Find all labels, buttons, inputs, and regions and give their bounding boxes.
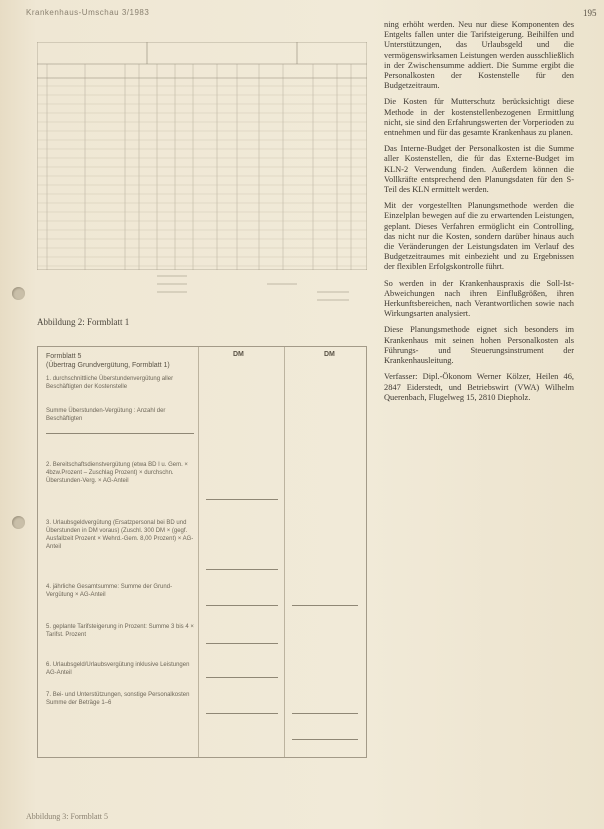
entry-line	[292, 739, 358, 740]
article-body	[384, 20, 574, 409]
form-item: 7. Bei- und Unterstützungen, sonstige Personalkosten Summe der Beträge 1–6	[46, 692, 190, 706]
paragraph: Diese Planungsmethode eignet sich besonders im Krankenhaus mit seinen hohen Personalkosten als Führungs- und Steuerungsinstrument der Krankenhausleitung.	[384, 325, 574, 366]
entry-line	[292, 605, 358, 606]
figure-caption-2: Abbildung 3: Formblatt 5	[26, 812, 108, 821]
running-head: Krankenhaus-Umschau 3/1983	[26, 8, 150, 17]
entry-line	[292, 713, 358, 714]
form-item: 1. durchschnittliche Überstundenvergütung aller Beschäftigten der Kostenstelle	[46, 376, 174, 390]
paragraph: Das Interne-Budget der Personalkosten ist die Summe aller Kostenstellen, die für das Externe-Budget im KLN-2 Verwendung finden. Außerdem können die Vollkräfte entsprechend den Planungsdaten für den S-Teil des KLN ermittelt werden.	[384, 144, 574, 195]
author-note: Verfasser: Dipl.-Ökonom Werner Kölzer, Heilen 46, 2847 Eiderstedt, und Betriebswirt (VWA) Wilhelm Querenbach, Flugelweg 15, 2810 Diepholz.	[384, 372, 574, 402]
column-divider	[284, 347, 285, 757]
entry-line	[46, 433, 194, 434]
punch-hole	[12, 287, 25, 300]
form-item: 4. jährliche Gesamtsumme: Summe der Grund-Vergütung × AG-Anteil	[46, 584, 173, 598]
form-item: 3. Urlaubsgeldvergütung (Ersatzpersonal bei BD und Überstunden in DM voraus) (Zuschl. 300 DM × (gegf. Ausfallzeit Prozent × Wehrd.-Gem. 8,00 Prozent) × AG-Anteil	[46, 520, 194, 550]
form-grid-lines	[37, 42, 367, 270]
form-item: 5. geplante Tarifsteigerung in Prozent: Summe 3 bis 4 × Tarifst. Prozent	[46, 624, 194, 638]
formblatt-1-totals	[37, 272, 367, 306]
form-item: 2. Bereitschaftsdienstvergütung (etwa BD I u. Gem. × 4bzw.Prozent – Zuschlag Prozent) × durchschn. Überstunden-Verg. × AG-Anteil	[46, 462, 188, 484]
paragraph: Mit der vorgestellten Planungsmethode werden die Einzelplan bewegen auf die zu erwartenden Leistungen, geplant. Dieses Verfahren ermöglicht ein Controlling, das nicht nur die Kosten, sondern darüber hinaus auch die Veränderungen der Leistungsdaten im Verlauf des Budgetzeitraumes mit einbezieht und zu Ergebnissen der flexiblen Erfolgskontrolle führt.	[384, 201, 574, 272]
punch-hole	[12, 516, 25, 529]
entry-line	[206, 499, 278, 500]
paragraph: So werden in der Krankenhauspraxis die Soll-Ist-Abweichungen nach ihren Einflußgrößen, ihren Herkunftsbereichen, nach Verantwortlichen sowie nach Wirkungsarten analysiert.	[384, 278, 574, 319]
column-divider	[198, 347, 199, 757]
column-header-dm-2: DM	[324, 351, 335, 358]
page-number: 195	[583, 8, 597, 18]
entry-line	[206, 677, 278, 678]
figure-caption-1: Abbildung 2: Formblatt 1	[37, 317, 130, 327]
paragraph: Die Kosten für Mutterschutz berücksichtigt diese Methode in der kostenstellenbezogenen Ermittlung nicht, sie sind den Erfahrungswerten der Vorperioden zu entnehmen und für das gesamte Krankenhaus zu planen.	[384, 97, 574, 138]
form-item: 6. Urlaubsgeld/Urlaubsvergütung inklusive Leistungen AG-Anteil	[46, 662, 190, 676]
formblatt-5	[37, 346, 367, 758]
paragraph: ning erhöht werden. Neu nur diese Komponenten des Entgelts fallen unter die Tarifsteigerung. Beihilfen und Unterstützungen, das Urlaubsgeld und die vermögenswirksamen Leistungen werden ausschließlich in der Zwischensumme addiert. Die Summe ergibt die Personalkosten der Kostenstelle für den Budgetzeitraum.	[384, 20, 574, 91]
entry-line	[206, 605, 278, 606]
entry-line	[206, 643, 278, 644]
column-header-dm-1: DM	[233, 351, 244, 358]
formblatt-1-grid	[37, 42, 367, 270]
form-subtitle: (Übertrag Grundvergütung, Formblatt 1)	[46, 362, 170, 369]
entry-line	[206, 569, 278, 570]
entry-line	[206, 713, 278, 714]
form-title: Formblatt 5	[46, 353, 82, 360]
form-item: Summe Überstunden-Vergütung : Anzahl der Beschäftigten	[46, 408, 166, 422]
